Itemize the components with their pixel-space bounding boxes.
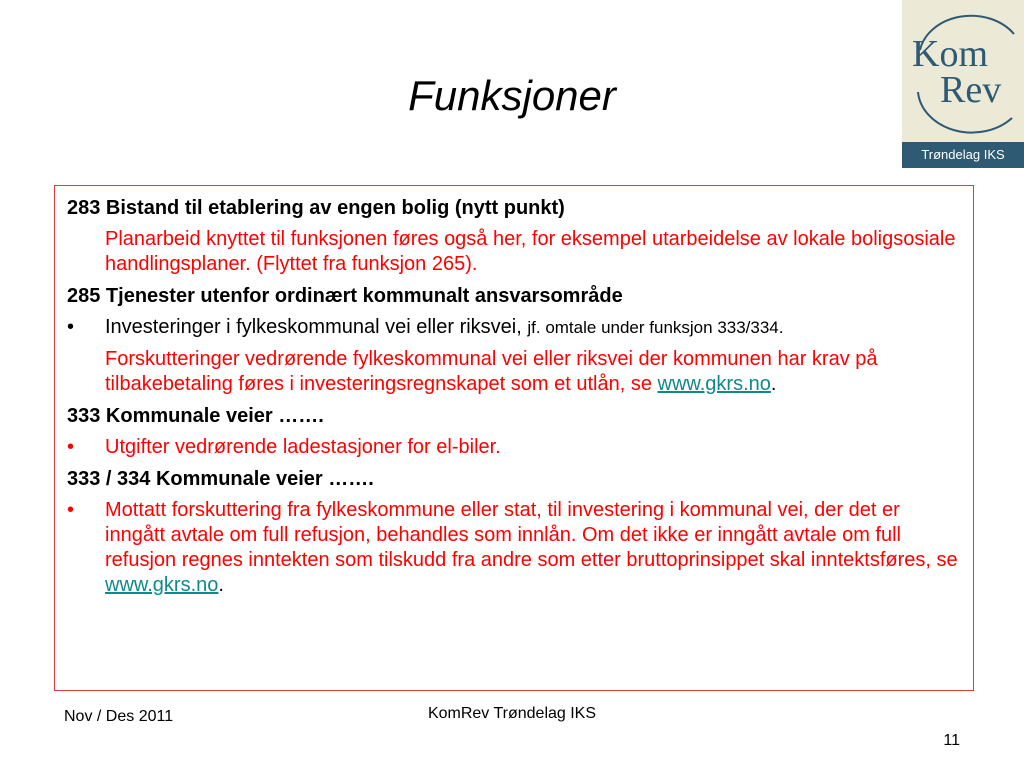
bullet-icon: • bbox=[67, 499, 75, 521]
bullet-ladestasjoner-text: Utgifter vedrørende ladestasjoner for el-biler. bbox=[105, 436, 501, 458]
bullet-ladestasjoner bbox=[67, 435, 959, 460]
bullet-investeringer bbox=[67, 315, 959, 340]
paragraph-forskutteringer bbox=[67, 347, 959, 397]
content-box bbox=[54, 185, 974, 691]
bullet-icon: • bbox=[67, 436, 75, 458]
bullet-investeringer-text: Investeringer i fylkeskommunal vei eller riksvei, bbox=[105, 316, 528, 338]
heading-333-334: 333 / 334 Kommunale veier ……. bbox=[67, 468, 374, 490]
bullet-mottatt-text: Mottatt forskuttering fra fylkeskommune eller stat, til investering i kommunal vei, der det er inngått avtale om full refusjon, behandles som innlån. Om det ikke er inngått avtale om full refusjon regnes inntekten som tilskudd fra andre som etter bruttoprinsippet skal inntektsføres, se bbox=[105, 499, 958, 571]
komrev-logo bbox=[902, 0, 1024, 168]
footer-org: KomRev Trøndelag IKS bbox=[427, 705, 597, 722]
heading-285: 285 Tjenester utenfor ordinært kommunalt ansvarsområde bbox=[67, 285, 623, 307]
slide-title: Funksjoner bbox=[408, 72, 616, 119]
page-number: 11 bbox=[943, 732, 960, 749]
footer-date: Nov / Des 2011 bbox=[64, 708, 174, 725]
paragraph-forskutteringer-end: . bbox=[770, 373, 777, 395]
logo-line-kom: Kom bbox=[912, 33, 988, 75]
logo-band: Trøndelag IKS bbox=[902, 142, 1024, 168]
heading-283: 283 Bistand til etablering av engen bolig (nytt punkt) bbox=[67, 197, 565, 219]
bullet-icon: • bbox=[67, 316, 75, 338]
gkrs-link-2[interactable]: www.gkrs.no bbox=[105, 574, 219, 596]
paragraph-283: Planarbeid knyttet til funksjonen føres også her, for eksempel utarbeidelse av lokale boligsosiale handlingsplaner. (Flyttet fra funksjon 265). bbox=[105, 228, 956, 275]
logo-wordmark bbox=[910, 33, 1024, 111]
bullet-mottatt-forskuttering bbox=[67, 498, 959, 598]
heading-333: 333 Kommunale veier ……. bbox=[67, 405, 324, 427]
logo-line-rev: Rev bbox=[940, 69, 1002, 111]
bullet-mottatt-end: . bbox=[218, 574, 224, 596]
paragraph-forskutteringer-text: Forskutteringer vedrørende fylkeskommunal vei eller riksvei der kommunen har krav på tilbakebetaling føres i investeringsregnskapet som et utlån, se bbox=[105, 348, 878, 395]
bullet-investeringer-note: jf. omtale under funksjon 333/334. bbox=[527, 318, 784, 337]
gkrs-link-1[interactable]: www.gkrs.no bbox=[657, 373, 771, 395]
